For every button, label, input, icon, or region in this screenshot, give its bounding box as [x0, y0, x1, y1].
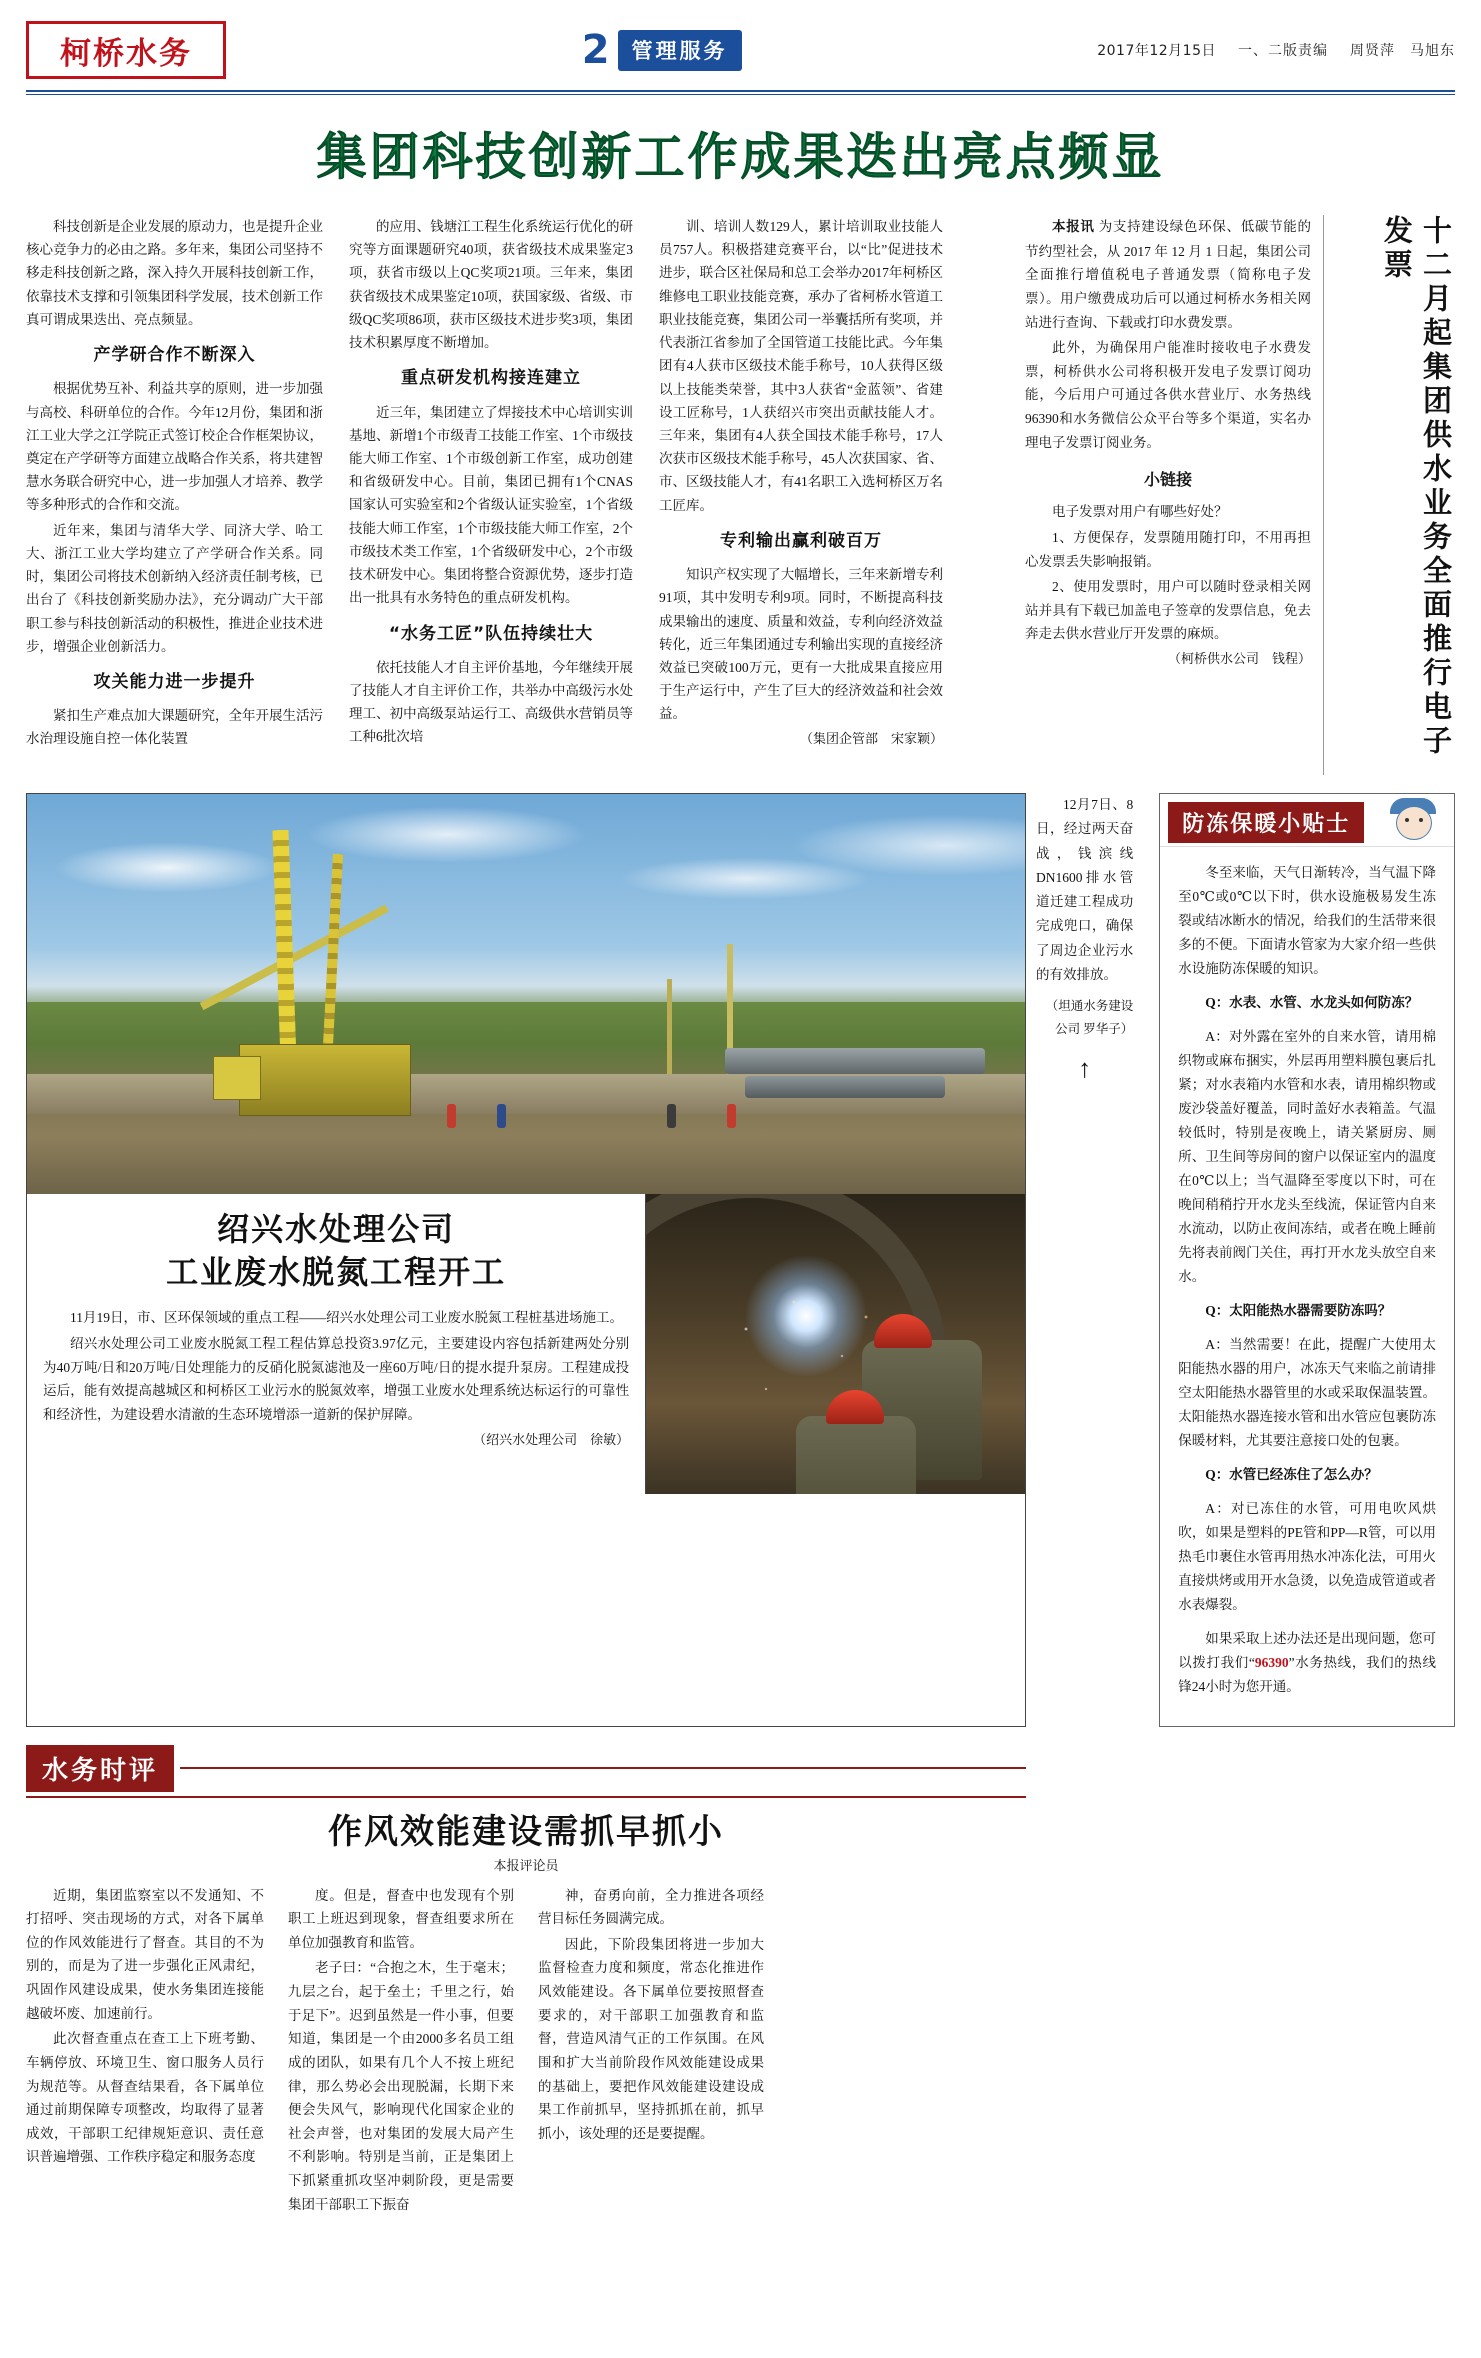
worker-figure: [667, 1104, 676, 1128]
worker-figure: [497, 1104, 506, 1128]
sky: [27, 794, 1025, 978]
welding-photo: [645, 1194, 1025, 1494]
avatar-eye: [1405, 818, 1409, 822]
paragraph: 紧扣生产难点加大课题研究，全年开展生活污水治理设施自控一体化装置: [26, 708, 323, 747]
commentary-author: 本报评论员: [493, 1857, 559, 1873]
tips-header: [1160, 794, 1454, 847]
welder-body: [796, 1416, 916, 1494]
paragraph: 12月7日、8日，经过两天奋战，钱滨线DN1600排水管道迁建工程成功完成兜口，确保了周边企业污水的有效排放。: [1036, 797, 1134, 983]
tips-body: [1160, 847, 1454, 1726]
tips-answer: A：对外露在室外的自来水管，请用棉织物或麻布捆实，外层再用塑料膜包裹后扎紧；对水表箱内水管和水表，请用棉织物或废沙袋盖好覆盖，同时盖好水表箱盖。气温较低时，特别是夜晚上，请关紧厨房、厕所、卫生间等房间的窗户以保证室内的温度在0℃以上；当气温降至零度以下时，可在晚间稍稍拧开水龙头至线流，保证管内自来水流动，以防止夜间冻结，或者在晚上睡前先将表前阀门关住，再打开水龙头放空自来水。: [1178, 1029, 1436, 1285]
newspaper-page: [0, 14, 1481, 2358]
commentary-column-3: [526, 1884, 776, 2219]
water-steward-avatar-icon: [1388, 796, 1440, 844]
article-column-3: [646, 215, 956, 775]
hotline-number: 96390: [1254, 1655, 1289, 1671]
paragraph: 科技创新是企业发展的原动力，也是提升企业核心竞争力的必由之路。多年来，集团公司坚持不移走科技创新之路，深入持久开展科技创新工作，依靠技术支撑和引领集团科学发展，技术创新工作真可谓成果迭出、亮点频显。: [26, 219, 323, 327]
tips-title: 防冻保暖小贴士: [1168, 802, 1364, 843]
commentary-right-spacer: [1026, 1745, 1455, 2219]
construction-site-photo: [27, 794, 1025, 1194]
paragraph: 知识产权实现了大幅增长，三年来新增专利91项，其中发明专利9项。同时，不断提高科技成果输出的速度、质量和效益，专利向经济效益转化，近三年集团通过专利输出实现的直接经济效益已突破100万元，更有一大批成果直接应用于生产运行中，产生了巨大的经济效益和社会效益。: [659, 567, 943, 722]
article-byline: （集团企管部 宋家颖）: [799, 730, 943, 746]
distant-crane-2: [667, 979, 672, 1074]
editor-label: 一、二版责编: [1238, 43, 1328, 59]
feature-title-line2: 工业废水脱氮工程开工: [166, 1253, 507, 1292]
masthead-rule: [26, 90, 1455, 92]
paragraph: 此次督查重点在查工上下班考勤、车辆停放、环境卫生、窗口服务人员行为规范等。从督查结果看，各下属单位通过前期保障专项整改，均取得了显著成效，干部职工纪律规矩意识、责任意识普遍增强、工作秩序稳定和服务态度: [26, 2031, 264, 2165]
photo-feature-text: [27, 1194, 645, 1494]
page-number: 2: [581, 27, 610, 73]
commentary-badge: 水务时评: [26, 1745, 174, 1792]
masthead: [26, 14, 1455, 86]
paragraph: 根据优势互补、利益共享的原则，进一步加强与高校、科研单位的合作。今年12月份，集团和浙江工业大学之江学院正式签订校企合作框架协议，奠定在产学研等方面建立战略合作关系，将共建智慧水务联合研究中心，进一步加强人才培养、教学等多种形式的合作和交流。: [26, 381, 323, 513]
paragraph: [1025, 215, 1311, 334]
commentary-title: 作风效能建设需抓早抓小: [328, 1811, 724, 1852]
article-column-2: [336, 215, 646, 775]
tips-answer: A：当然需要！在此，提醒广大使用太阳能热水器的用户，冰冻天气来临之前请排空太阳能热水器管里的水或采取保温装置。太阳能热水器连接水管和出水管应包裹防冻保暖材料，尤其要注意接口处的包裹。: [1178, 1337, 1436, 1449]
editor-names: 周贤萍 马旭东: [1350, 43, 1455, 59]
subheading: 攻关能力进一步提升: [93, 671, 256, 692]
tips-closing: [1178, 1627, 1436, 1699]
feature-body: [43, 1306, 629, 1451]
photo-feature-bottom: [27, 1194, 1025, 1494]
worker-figure: [727, 1104, 736, 1128]
commentary-column-2: [276, 1884, 526, 2219]
paragraph-text: 为支持建设绿色环保、低碳节能的节约型社会，从 2017 年 12 月 1 日起，集团公司全面推行增值税电子普通发票（简称电子发票）。用户缴费成功后可以通过柯桥水务相关网站进行查询、下载或打印水费发票。: [1025, 219, 1312, 330]
tips-closing-post: ”水务热线，我们的热线锋24小时为您开通。: [1178, 1655, 1436, 1695]
publication-logo: 柯桥水务: [26, 21, 226, 79]
paragraph: 老子曰：“合抱之木，生于毫末；九层之台，起于垒土；千里之行，始于足下”。迟到虽然是一件小事，但要知道，集团是一个由2000多名员工组成的团队，如果有几个人不按上班纪律，那么势必会出现脱漏，长期下来便会失风气，影响现代化国家企业的社会声誉，也对集团的发展大局产生不利影响。特别是当前，正是集团上下抓紧重抓攻坚冲刺阶段，更是需要集团干部职工下振奋: [288, 1960, 514, 2212]
worker-figure: [447, 1104, 456, 1128]
commentary-column-1: [26, 1884, 276, 2219]
paragraph: 度。但是，督查中也发现有个别职工上班迟到现象，督查组要求所在单位加强教育和监管。: [288, 1887, 514, 1950]
tips-question: Q：水表、水管、水龙头如何防冻？: [1205, 995, 1419, 1011]
pipe-stack: [725, 1048, 985, 1074]
paragraph: 电子发票对用户有哪些好处？: [1052, 504, 1228, 520]
paragraph: 2、使用发票时，用户可以随时登录相关网站并具有下载已加盖电子签章的发票信息，免去奔走去供水营业厅开发票的麻烦。: [1025, 579, 1311, 642]
avatar-eye: [1419, 818, 1423, 822]
feature-title-line1: 绍兴水处理公司: [217, 1210, 456, 1248]
tips-question: Q：水管已经冻住了怎么办？: [1205, 1467, 1378, 1483]
paragraph: 因此，下阶段集团将进一步加大监督检查力度和频度，常态化推进作风效能建设。各下属单位要按照督查要求的，对干部职工加强教育和监督，营造风清气正的工作氛围。在风围和扩大当前阶段作风效能建设成果的基础上，要把作风效能建设建设成果工作前抓早，坚持抓抓在前，抓早抓小，该处理的还是要提醒。: [538, 1936, 764, 2141]
drill-rig-cab: [213, 1056, 261, 1100]
tips-answer: A：对已冻住的水管，可用电吹风烘吹，如果是塑料的PE管和PP—R管，可以用热毛巾裹住水管再用热水冲冻化法，可用火直接烘烤或用开水急烫，以免造成管道或者水表爆裂。: [1178, 1501, 1436, 1613]
paragraph: 训、培训人数129人，累计培训取业技能人员757人。积极搭建竞赛平台，以“比”促进技术进步，联合区社保局和总工会举办2017年柯桥区维修电工职业技能竞赛，承办了省柯桥水管道工职业技能竞赛，集团公司一举囊括所有奖项，并代表浙江省参加了全国管道工技能比武。今年集团有4人获市区级技术能手称号，10人获得区级以上技能类荣誉，其中3人获省“金蓝领”、省建设工匠称号，1人获绍兴市突出贡献技能人才。三年来，集团有4人获全国技术能手称号，17人次获市区级技术能手称号，45人次获国家、省、市、区级技能人才，有41名职工入选柯桥区万名工匠库。: [659, 219, 943, 513]
commentary-header: [26, 1745, 1026, 1798]
article-column-1: [26, 215, 336, 775]
feature-title: [43, 1208, 629, 1294]
paragraph: 11月19日，市、区环保领域的重点工程——绍兴水处理公司工业废水脱氮工程桩基进场施工。: [70, 1310, 623, 1326]
drill-rig-body: [239, 1044, 411, 1116]
feature-byline: （绍兴水处理公司 徐敏）: [473, 1431, 630, 1447]
paragraph: 此外，为确保用户能准时接收电子水费发票，柯桥供水公司将积极开发电子发票订阅功能，今后用户可通过各供水营业厅、水务热线96390和水务微信公众平台等多个渠道，实名办理电子发票订阅业务。: [1025, 340, 1311, 450]
section-tag: 管理服务: [618, 30, 742, 71]
avatar-face: [1396, 806, 1432, 840]
pipe-stack-2: [745, 1076, 945, 1098]
page-title: 集团科技创新工作成果迭出亮点频显: [316, 128, 1165, 186]
vertical-headline-column: [1323, 215, 1455, 775]
tips-closing-pre: 如果采取上述办法还是出现问题，您可以拨打我们“: [1178, 1631, 1436, 1671]
arrow-up-icon: ↑: [1078, 1054, 1092, 1084]
paragraph: 神，奋勇向前，全力推进各项经营目标任务圆满完成。: [538, 1887, 764, 1927]
masthead-center: [226, 27, 1097, 73]
paragraph: 近期，集团监察室以不发通知、不打招呼、突击现场的方式，对各下属单位的作风效能进行了督查。其目的不为别的，而是为了进一步强化正风肃纪，巩固作风建设成果，使水务集团连接能越破坏废、加速前行。: [26, 1887, 264, 2021]
subheading: 产学研合作不断深入: [93, 345, 256, 366]
article-columns: [26, 215, 1013, 775]
paragraph: 近三年，集团建立了焊接技术中心培训实训基地、新增1个市级青工技能工作室、1个市级技能大师工作室、1个市级创新工作室，成功创建和省级研发中心。目前，集团已拥有1个CNAS国家认可实验室和2个省级认证实验室，1个省级技能大师工作室，1个市级技能大师工作室，2个市级技术类工作室，1个省级研发中心，2个市级技术研发中心。集团将整合资源优势，逐步打造出一批具有水务特色的重点研发机构。: [349, 404, 633, 606]
masthead-rule-thin: [26, 94, 1455, 95]
winter-tips-box: [1159, 793, 1455, 1727]
masthead-meta: [1097, 40, 1455, 60]
paragraph: 依托技能人才自主评价基地，今年继续开展了技能人才自主评价工作，共举办中高级污水处理工、初中高级泵站运行工、高级供水营销员等工种6批次培: [349, 659, 633, 745]
issue-date: 2017年12月15日: [1097, 43, 1216, 59]
tips-question: Q：太阳能热水器需要防冻吗？: [1205, 1303, 1392, 1319]
subheading: “水务工匠”队伍持续壮大: [388, 623, 594, 644]
sidebar-box-title: 小链接: [1143, 470, 1192, 490]
commentary-section: [26, 1745, 1455, 2219]
paragraph: 的应用、钱塘江工程生化系统运行优化的研究等方面课题研究40项，获省级技术成果鉴定3项，获省市级以上QC奖项21项。三年来，集团获省级技术成果鉴定10项，获国家级、省级、市级QC奖项86项，获市区级技术进步奖3项，集团技术积累厚度不断增加。: [349, 219, 633, 351]
headline-wrap: [26, 117, 1455, 189]
subheading: 专利输出赢利破百万: [720, 530, 882, 551]
commentary-column-4: [776, 1884, 1026, 2219]
subheading: 重点研发机构接连建立: [401, 368, 581, 389]
commentary-rule: [180, 1767, 1026, 1769]
side-note-byline: （坦通水务建设公司 罗华子）: [1045, 999, 1134, 1036]
commentary-left: [26, 1745, 1026, 2219]
paragraph: 1、方便保存，发票随用随打印，不用再担心发票丢失影响报销。: [1025, 529, 1311, 569]
tips-intro: 冬至来临，天气日渐转冷，当气温下降至0℃或0℃以下时，供水设施极易发生冻裂或结冰断水的情况，给我们的生活带来很多的不便。下面请水管家为大家介绍一些供水设施防冻保暖的知识。: [1178, 865, 1436, 977]
sidebar-article-body: [1013, 215, 1323, 775]
photo-feature-left: [26, 793, 1026, 1727]
paragraph: 近年来，集团与清华大学、同济大学、哈工大、浙江工业大学均建立了产学研合作关系。同时，集团公司将技术创新纳入经济责任制考核，已出台了《科技创新奖励办法》，充分调动广大干部职工参与科技创新活动的积极性，推进企业技术进步，增强企业创新活力。: [26, 522, 323, 654]
top-article-area: [26, 215, 1455, 775]
photo-side-note: [1026, 793, 1143, 1727]
news-tag: 本报讯: [1052, 219, 1095, 235]
paragraph: 绍兴水处理公司工业废水脱氮工程工程估算总投资3.97亿元，主要建设内容包括新建两处分别为40万吨/日和20万吨/日处理能力的反硝化脱氮滤池及一座60万吨/日的提水提升泵房。工程建成投运后，能有效提高越城区和柯桥区工业污水的脱氮效率，增强工业废水处理系统达标运行的可靠性和经济性，为建设碧水清澈的生态环境增添一道新的保护屏障。: [43, 1336, 630, 1422]
sidebar-byline: （柯桥供水公司 钱程）: [1167, 651, 1311, 666]
photo-feature: [26, 793, 1455, 1727]
vertical-headline: 十二月起集团供水业务全面推行电子发票: [1379, 215, 1453, 759]
commentary-columns: [26, 1884, 1026, 2219]
